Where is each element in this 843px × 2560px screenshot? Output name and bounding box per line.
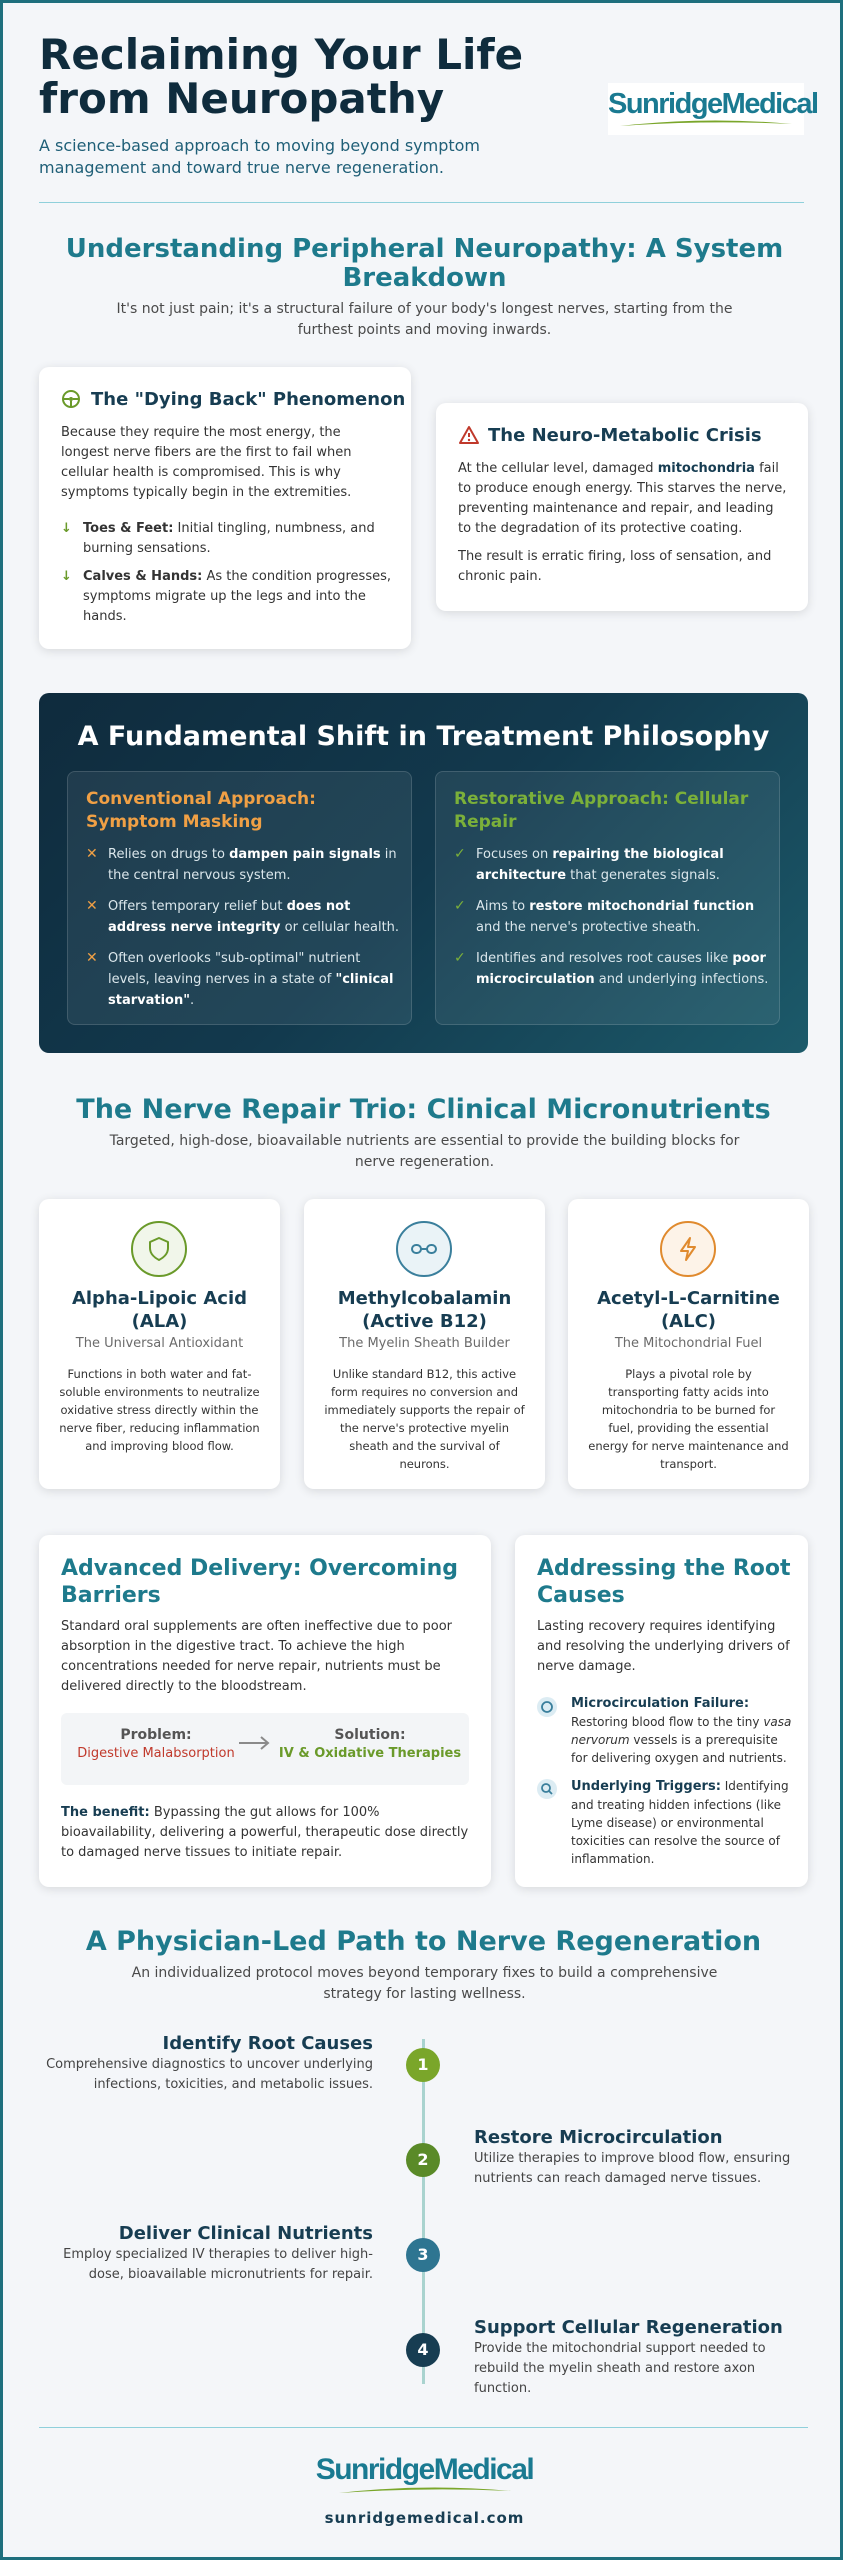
root-item: Microcirculation Failure: Restoring blood flow to the tiny vasa nervorum vessels is a prerequisite for delivering oxygen and nutrients. xyxy=(537,1695,792,1767)
trio-card-alc xyxy=(568,1199,809,1489)
step-number-3: 3 xyxy=(406,2238,440,2272)
breakdown-title: Understanding Peripheral Neuropathy: A System Breakdown xyxy=(65,234,784,293)
footer-divider xyxy=(39,2427,808,2428)
footer-logo xyxy=(314,2453,535,2495)
item-label: Toes & Feet: xyxy=(83,521,174,536)
nutrient-description: Unlike standard B12, this active form requires no conversion and immediately supports the repair of the nerve's protective myelin sheath and the survival of neurons. xyxy=(324,1367,525,1471)
delivery-card xyxy=(39,1535,491,1887)
list-item: ✕ Relies on drugs to dampen pain signals in the central nervous system. xyxy=(86,846,397,883)
header xyxy=(39,3,818,203)
crisis-result: The result is erratic firing, loss of sensation, and chronic pain. xyxy=(458,549,772,584)
step-text-4: Provide the mitochondrial support needed to rebuild the myelin sheath and restore axon function. xyxy=(474,2341,766,2396)
x-icon: ✕ xyxy=(86,898,98,914)
header-logo xyxy=(608,83,818,135)
item-text: Initial tingling, numbness, and burning sensations. xyxy=(83,521,375,556)
step-heading-4: Support Cellular Regeneration xyxy=(474,2317,783,2338)
step-number-1: 1 xyxy=(406,2048,440,2082)
restorative-box xyxy=(435,771,780,1025)
step-text-1: Comprehensive diagnostics to uncover underlying infections, toxicities, and metabolic issues. xyxy=(46,2057,373,2092)
problem-block xyxy=(61,1727,251,1761)
shift-title: A Fundamental Shift in Treatment Philosophy xyxy=(77,721,770,752)
step-text-2: Utilize therapies to improve blood flow, ensuring nutrients can reach damaged nerve tissues. xyxy=(474,2151,791,2186)
problem-label: Problem: xyxy=(120,1727,192,1743)
step-number-4: 4 xyxy=(406,2333,440,2367)
footer-website-link[interactable]: sunridgemedical.com xyxy=(324,2509,525,2527)
solution-block xyxy=(271,1727,469,1761)
list-item: ✓ Focuses on repairing the biological architecture that generates signals. xyxy=(454,846,724,883)
step-heading-3: Deliver Clinical Nutrients xyxy=(118,2223,373,2244)
conventional-heading: Conventional Approach: Symptom Masking xyxy=(86,789,316,832)
list-item: ✕ Often overlooks "sub-optimal" nutrient levels, leaving nerves in a state of "clinical starvation". xyxy=(86,950,394,1008)
arrow-down-icon: ↓ xyxy=(61,569,72,584)
root-item-label: Underlying Triggers: xyxy=(571,1779,721,1794)
list-item: ✓ Aims to restore mitochondrial function and the nerve's protective sheath. xyxy=(454,898,755,935)
solution-value: IV & Oxidative Therapies xyxy=(278,1746,462,1761)
delivery-heading: Advanced Delivery: Overcoming Barriers xyxy=(61,1556,459,1608)
restorative-heading: Restorative Approach: Cellular Repair xyxy=(454,789,749,832)
page-subtitle: A science-based approach to moving beyond symptom management and toward true nerve regeneration. xyxy=(39,136,481,177)
crisis-heading: The Neuro-Metabolic Crisis xyxy=(488,425,762,446)
list-item: ✓ Identifies and resolves root causes like poor microcirculation and underlying infections. xyxy=(454,950,769,987)
trio-title: The Nerve Repair Trio: Clinical Micronutrients xyxy=(76,1094,771,1125)
search-icon xyxy=(537,1779,557,1799)
root-item: Underlying Triggers: Identifying and treating hidden infections (like Lyme disease) or environmental toxicities can resolve the source of inflammation. xyxy=(537,1777,792,1868)
check-icon: ✓ xyxy=(454,950,466,966)
breakdown-subtitle: It's not just pain; it's a structural failure of your body's longest nerves, starting from the furthest points and moving inwards. xyxy=(116,301,733,338)
warning-icon xyxy=(458,425,480,449)
root-causes-card xyxy=(515,1535,808,1887)
nutrient-description: Functions in both water and fat-soluble environments to neutralize oxidative stress directly within the nerve fiber, reducing inflammation and improving blood flow. xyxy=(59,1367,260,1453)
trio-subtitle: Targeted, high-dose, bioavailable nutrients are essential to provide the building blocks for nerve regeneration. xyxy=(109,1133,740,1170)
footer-logo-text: SunridgeMedical xyxy=(315,2453,534,2486)
shield-icon xyxy=(131,1221,187,1277)
dying-back-body: Because they require the most energy, the longest nerve fibers are the first to fail when cellular health is compromised. This is why symptoms typically begin in the extremities. xyxy=(61,425,352,500)
path-subtitle: An individualized protocol moves beyond temporary fixes to build a comprehensive strategy for lasting wellness. xyxy=(131,1965,718,2002)
steering-icon xyxy=(61,389,81,413)
check-icon: ✓ xyxy=(454,846,466,862)
path-title: A Physician-Led Path to Nerve Regeneration xyxy=(85,1926,762,1957)
trio-card-b12 xyxy=(304,1199,545,1489)
list-item xyxy=(61,567,391,627)
delivery-body: Standard oral supplements are often ineffective due to poor absorption in the digestive tract. To achieve the high concentrations needed for nerve repair, nutrients must be delivered directly to the bloodstream. xyxy=(61,1619,453,1694)
nutrient-role: The Myelin Sheath Builder xyxy=(339,1336,510,1351)
delivery-benefit: The benefit: Bypassing the gut allows for 100% bioavailability, delivering a powerful, therapeutic dose directly to damaged nerve tissues to initiate repair. xyxy=(61,1805,469,1860)
step-number-2: 2 xyxy=(406,2143,440,2177)
step-heading-1: Identify Root Causes xyxy=(162,2033,373,2054)
nutrient-role: The Universal Antioxidant xyxy=(75,1336,244,1351)
item-text: As the condition progresses, symptoms migrate up the legs and into the hands. xyxy=(83,569,392,624)
root-body: Lasting recovery requires identifying and resolving the underlying drivers of nerve damage. xyxy=(537,1619,790,1674)
circle-icon xyxy=(537,1697,557,1717)
step-text-3: Employ specialized IV therapies to deliver high-dose, bioavailable micronutrients for repair. xyxy=(63,2247,373,2282)
logo-swoosh-icon xyxy=(335,2485,515,2495)
step-heading-2: Restore Microcirculation xyxy=(474,2127,723,2148)
list-item: ✕ Offers temporary relief but does not address nerve integrity or cellular health. xyxy=(86,898,400,935)
root-heading: Addressing the Root Causes xyxy=(537,1556,791,1608)
conventional-box xyxy=(67,771,412,1025)
nutrient-name: Methylcobalamin (Active B12) xyxy=(337,1288,512,1332)
list-item xyxy=(61,519,391,559)
problem-value: Digestive Malabsorption xyxy=(77,1746,235,1761)
logo-text: SunridgeMedical xyxy=(608,88,818,120)
arrow-down-icon: ↓ xyxy=(61,521,72,536)
root-item-label: Microcirculation Failure: xyxy=(571,1696,750,1711)
arrow-right-icon xyxy=(237,1735,271,1755)
solution-label: Solution: xyxy=(334,1727,406,1743)
trio-card-ala xyxy=(39,1199,280,1489)
nutrient-role: The Mitochondrial Fuel xyxy=(614,1336,763,1351)
treatment-shift-panel xyxy=(39,693,808,1053)
page-title: Reclaiming Your Life from Neuropathy xyxy=(39,30,524,123)
lightning-icon xyxy=(660,1221,716,1277)
nutrient-name: Alpha-Lipoic Acid (ALA) xyxy=(71,1288,248,1332)
item-label: Calves & Hands: xyxy=(83,569,203,584)
nutrient-name: Acetyl-L-Carnitine (ALC) xyxy=(597,1288,780,1332)
check-icon: ✓ xyxy=(454,898,466,914)
x-icon: ✕ xyxy=(86,846,98,862)
crisis-card xyxy=(436,403,808,611)
dying-back-card xyxy=(39,367,411,649)
dying-back-heading: The "Dying Back" Phenomenon xyxy=(91,389,406,410)
symptom-list xyxy=(61,519,391,627)
crisis-body: At the cellular level, damaged mitochondria fail to produce enough energy. This starves the nerve, preventing maintenance and repair, and leading to the degradation of its protective coating. xyxy=(458,461,787,536)
problem-solution-box xyxy=(61,1713,469,1785)
nutrient-description: Plays a pivotal role by transporting fatty acids into mitochondria to be burned for fuel, providing the essential energy for nerve maintenance and transport. xyxy=(588,1367,789,1471)
link-icon xyxy=(396,1221,452,1277)
x-icon: ✕ xyxy=(86,950,98,966)
